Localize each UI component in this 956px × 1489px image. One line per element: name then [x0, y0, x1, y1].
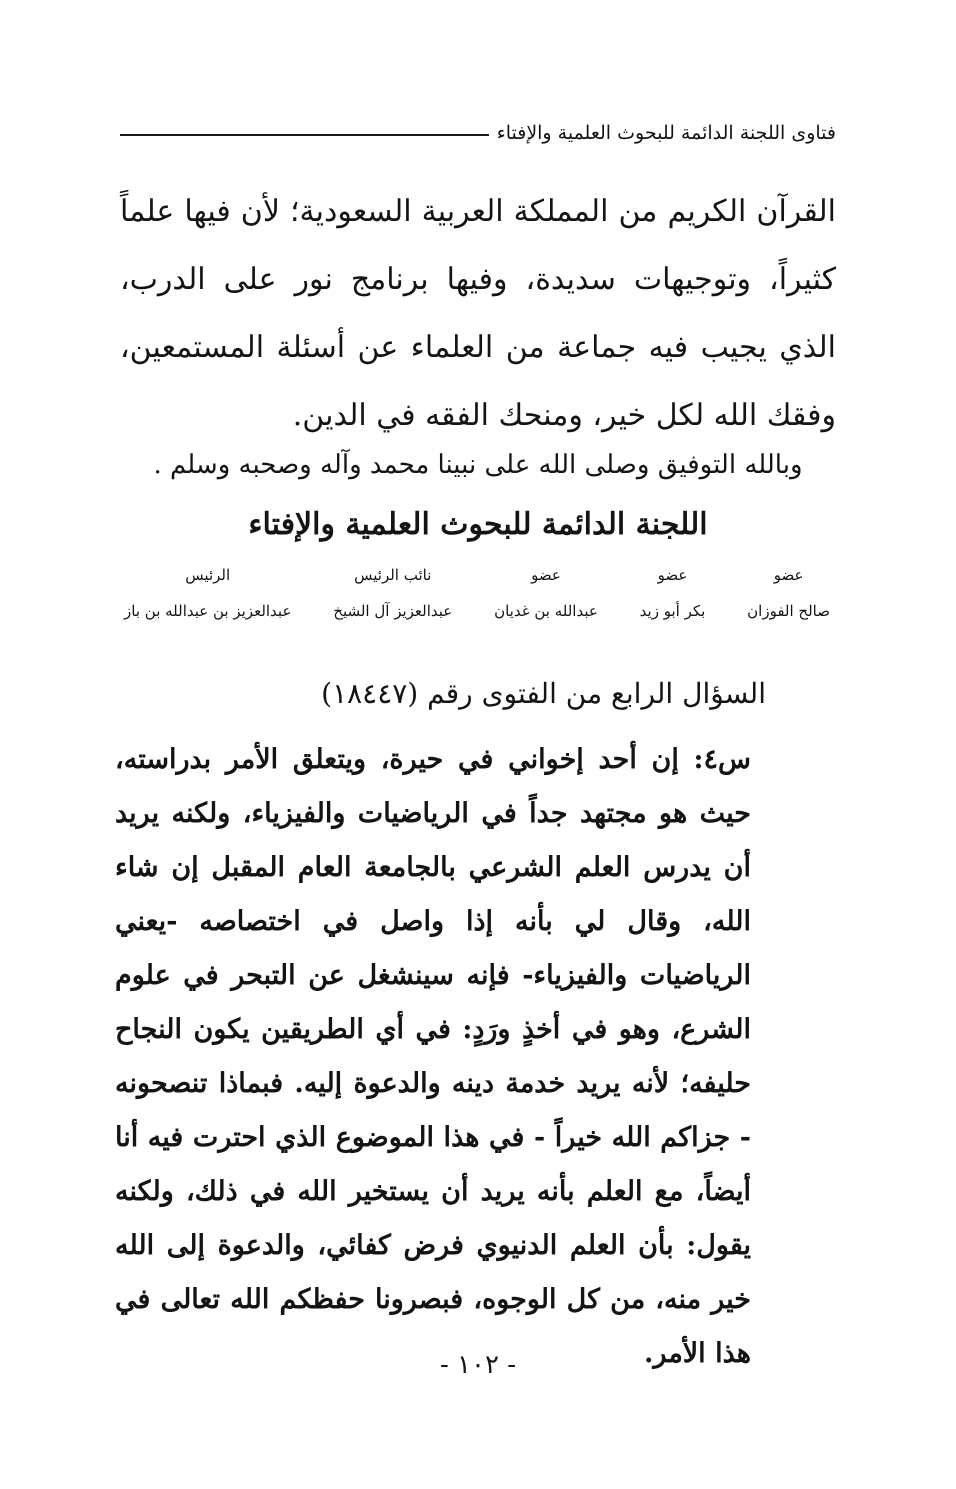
signatory-name: صالح الفوزان [747, 602, 830, 620]
signatory-name: عبدالعزيز بن عبدالله بن باز [124, 602, 292, 620]
running-header-title: فتاوى اللجنة الدائمة للبحوث العلمية والإفتاء [496, 122, 836, 144]
signatory-role: نائب الرئيس [354, 566, 432, 584]
page-number: - ١٠٢ - [439, 1350, 517, 1380]
signatories [124, 562, 830, 624]
signatory-role: عضو [657, 566, 688, 584]
running-header [120, 118, 836, 148]
question-heading: السؤال الرابع من الفتوى رقم (١٨٤٤٧) [321, 677, 766, 710]
signatory-role: عضو [773, 566, 804, 584]
signatory [124, 562, 291, 624]
signatory-role: الرئيس [185, 566, 231, 584]
signatory-name: عبدالعزيز آل الشيخ [333, 602, 453, 620]
signatory [747, 562, 830, 624]
signatory-role: عضو [531, 566, 561, 584]
closing-line: وبالله التوفيق وصلى الله على نبينا محمد وآله وصحبه وسلم . [153, 450, 803, 480]
question-body: س٤: إن أحد إخواني في حيرة، ويتعلق الأمر بدراسته، حيث هو مجتهد جداً في الرياضيات والفيزياء، ولكنه يريد أن يدرس العلم الشرعي بالجامعة العام المقبل إن شاء الله، وقال لي بأنه إذا واصل في اختصاصه -يعني الرياضيات والفيزياء- فإنه سينشغل عن التبحر في علوم الشرع، وهو في أخذٍ ورَدٍ: في أي الطريقين يكون النجاح حليفه؛ لأنه يريد خدمة دينه والدعوة إليه. فبماذا تنصحونه - جزاكم الله خيراً - في هذا الموضوع الذي احترت فيه أنا أيضاً، مع العلم بأنه يريد أن يستخير الله في ذلك، ولكنه يقول: بأن العلم الدنيوي فرض كفائي، والدعوة إلى الله خير منه، من كل الوجوه، فبصرونا حفظكم الله تعالى في هذا الأمر. [115, 744, 751, 1369]
committee-title: اللجنة الدائمة للبحوث العلمية والإفتاء [248, 507, 708, 542]
signatory-name: عبدالله بن غديان [494, 602, 598, 620]
signatory [494, 562, 598, 624]
header-rule [120, 134, 489, 136]
signatory [640, 562, 706, 624]
intro-paragraph: القرآن الكريم من المملكة العربية السعودية؛ لأن فيها علماً كثيراً، وتوجيهات سديدة، وفيها برنامج نور على الدرب، الذي يجيب فيه جماعة من العلماء عن أسئلة المستمعين، وفقك الله لكل خير، ومنحك الفقه في الدين. [120, 194, 836, 433]
signatory [333, 562, 452, 624]
signatory-name: بكر أبو زيد [639, 602, 706, 620]
